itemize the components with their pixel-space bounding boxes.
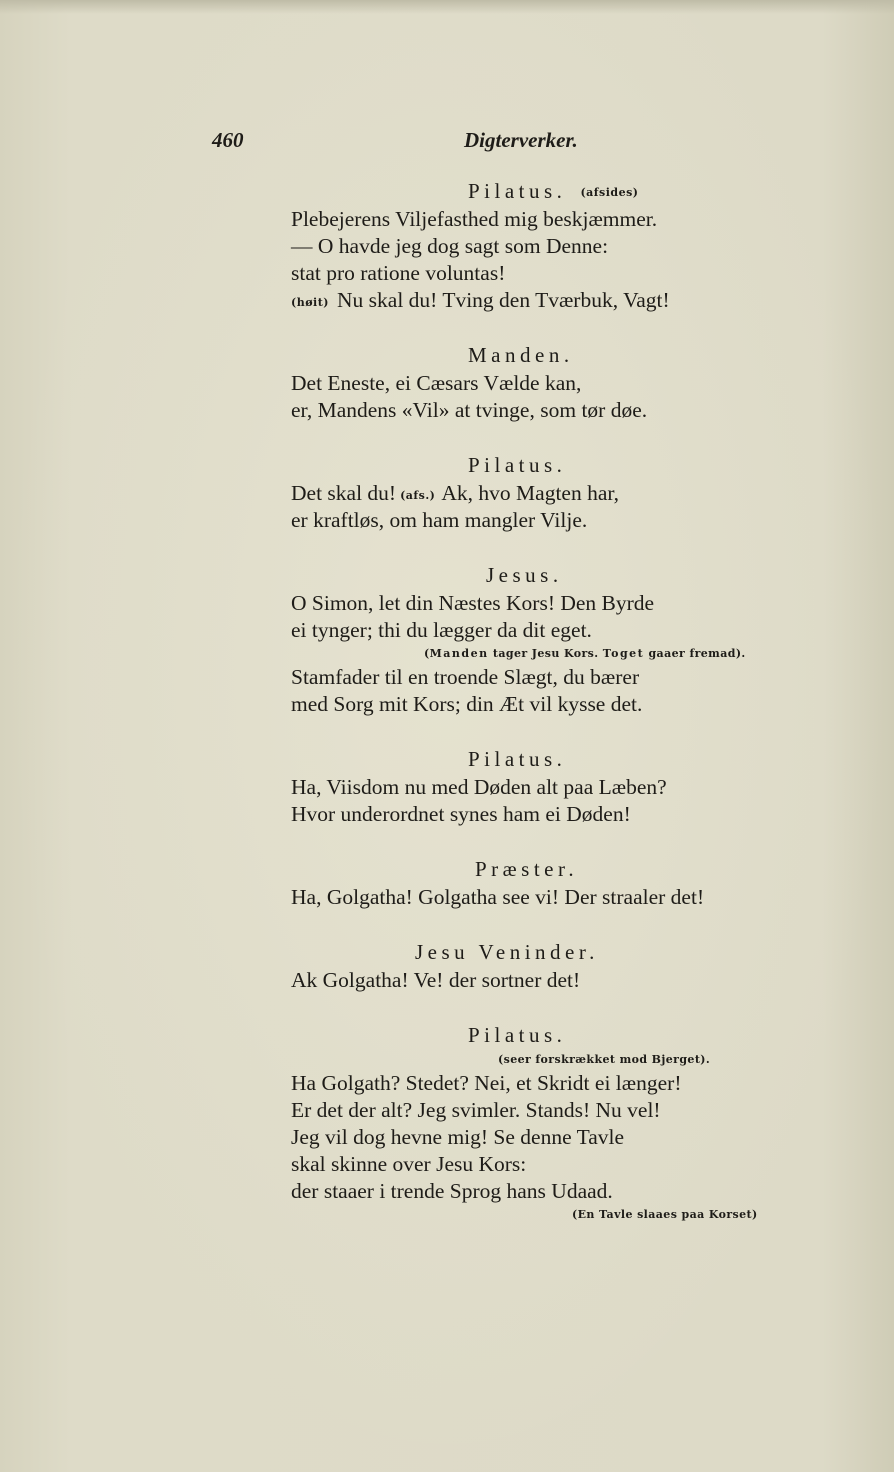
page-number: 460	[212, 128, 244, 152]
stage-direction: gaaer fremad).	[648, 647, 746, 660]
page-edge-shadow	[0, 0, 894, 14]
verse-line: der staaer i trende Sprog hans Udaad.	[291, 1179, 613, 1203]
verse-text: Ak, hvo Magten har,	[441, 481, 620, 505]
stage-direction: (høit)	[291, 296, 330, 309]
spacer	[291, 994, 791, 1020]
verse-line: skal skinne over Jesu Kors:	[291, 1152, 527, 1176]
play-text	[291, 176, 791, 1225]
verse-line: Det Eneste, ei Cæsars Vælde kan,	[291, 371, 582, 395]
verse-text: Nu skal du! Tving den Tværbuk, Vagt!	[337, 288, 670, 312]
running-title: Digterverker.	[464, 128, 578, 152]
stage-direction: (afs.)	[400, 489, 436, 502]
speaker-name: Manden.	[468, 343, 574, 367]
spacer	[291, 314, 791, 340]
verse-line: Plebejerens Viljefasthed mig beskjæmmer.	[291, 207, 658, 231]
spacer	[291, 718, 791, 744]
speaker-name: Præster.	[475, 857, 579, 881]
speaker-name: Pilatus.	[468, 1023, 567, 1047]
verse-line: Ak Golgatha! Ve! der sortner det!	[291, 968, 581, 992]
speaker-name: Pilatus.	[468, 453, 567, 477]
verse-line: stat pro ratione voluntas!	[291, 261, 506, 285]
verse-line: Ha, Golgatha! Golgatha see vi! Der straaler det!	[291, 885, 705, 909]
speaker-name: Pilatus.	[468, 747, 567, 771]
spacer	[291, 911, 791, 937]
verse-line	[291, 480, 791, 507]
speaker-label: Pilatus.	[468, 179, 567, 203]
speaker-name	[291, 176, 791, 206]
verse-line: — O havde jeg dog sagt som Denne:	[291, 234, 609, 258]
verse-line: Stamfader til en troende Slægt, du bærer	[291, 665, 640, 689]
speaker-name: Jesu Veninder.	[415, 940, 599, 964]
spacer	[291, 424, 791, 450]
verse-line: Ha, Viisdom nu med Døden alt paa Læben?	[291, 775, 667, 799]
spacer	[291, 534, 791, 560]
speaker-name: Jesus.	[486, 563, 563, 587]
stage-direction-open: (	[424, 647, 430, 660]
stage-direction: tager Jesu Kors.	[492, 647, 599, 660]
verse-line: Er det der alt? Jeg svimler. Stands! Nu vel!	[291, 1098, 661, 1122]
verse-line: er, Mandens «Vil» at tvinge, som tør døe.	[291, 398, 648, 422]
running-head	[0, 128, 894, 162]
stage-direction: (seer forskrækket mod Bjerget).	[498, 1053, 711, 1066]
verse-line: Hvor underordnet synes ham ei Døden!	[291, 802, 631, 826]
verse-line: Ha Golgath? Stedet? Nei, et Skridt ei længer!	[291, 1071, 682, 1095]
stage-direction-line	[291, 644, 791, 664]
verse-line	[291, 287, 791, 314]
spacer	[291, 828, 791, 854]
stage-direction: Toget	[602, 647, 645, 660]
verse-line: er kraftløs, om ham mangler Vilje.	[291, 508, 588, 532]
verse-line: O Simon, let din Næstes Kors! Den Byrde	[291, 591, 655, 615]
verse-line: ei tynger; thi du lægger da dit eget.	[291, 618, 592, 642]
stage-direction: (En Tavle slaaes paa Korset)	[572, 1208, 758, 1221]
verse-text: Det skal du!	[291, 481, 397, 505]
stage-direction: Manden	[429, 647, 489, 660]
stage-direction: (afsides)	[580, 186, 639, 199]
verse-line: Jeg vil dog hevne mig! Se denne Tavle	[291, 1125, 625, 1149]
verse-line: med Sorg mit Kors; din Æt vil kysse det.	[291, 692, 643, 716]
